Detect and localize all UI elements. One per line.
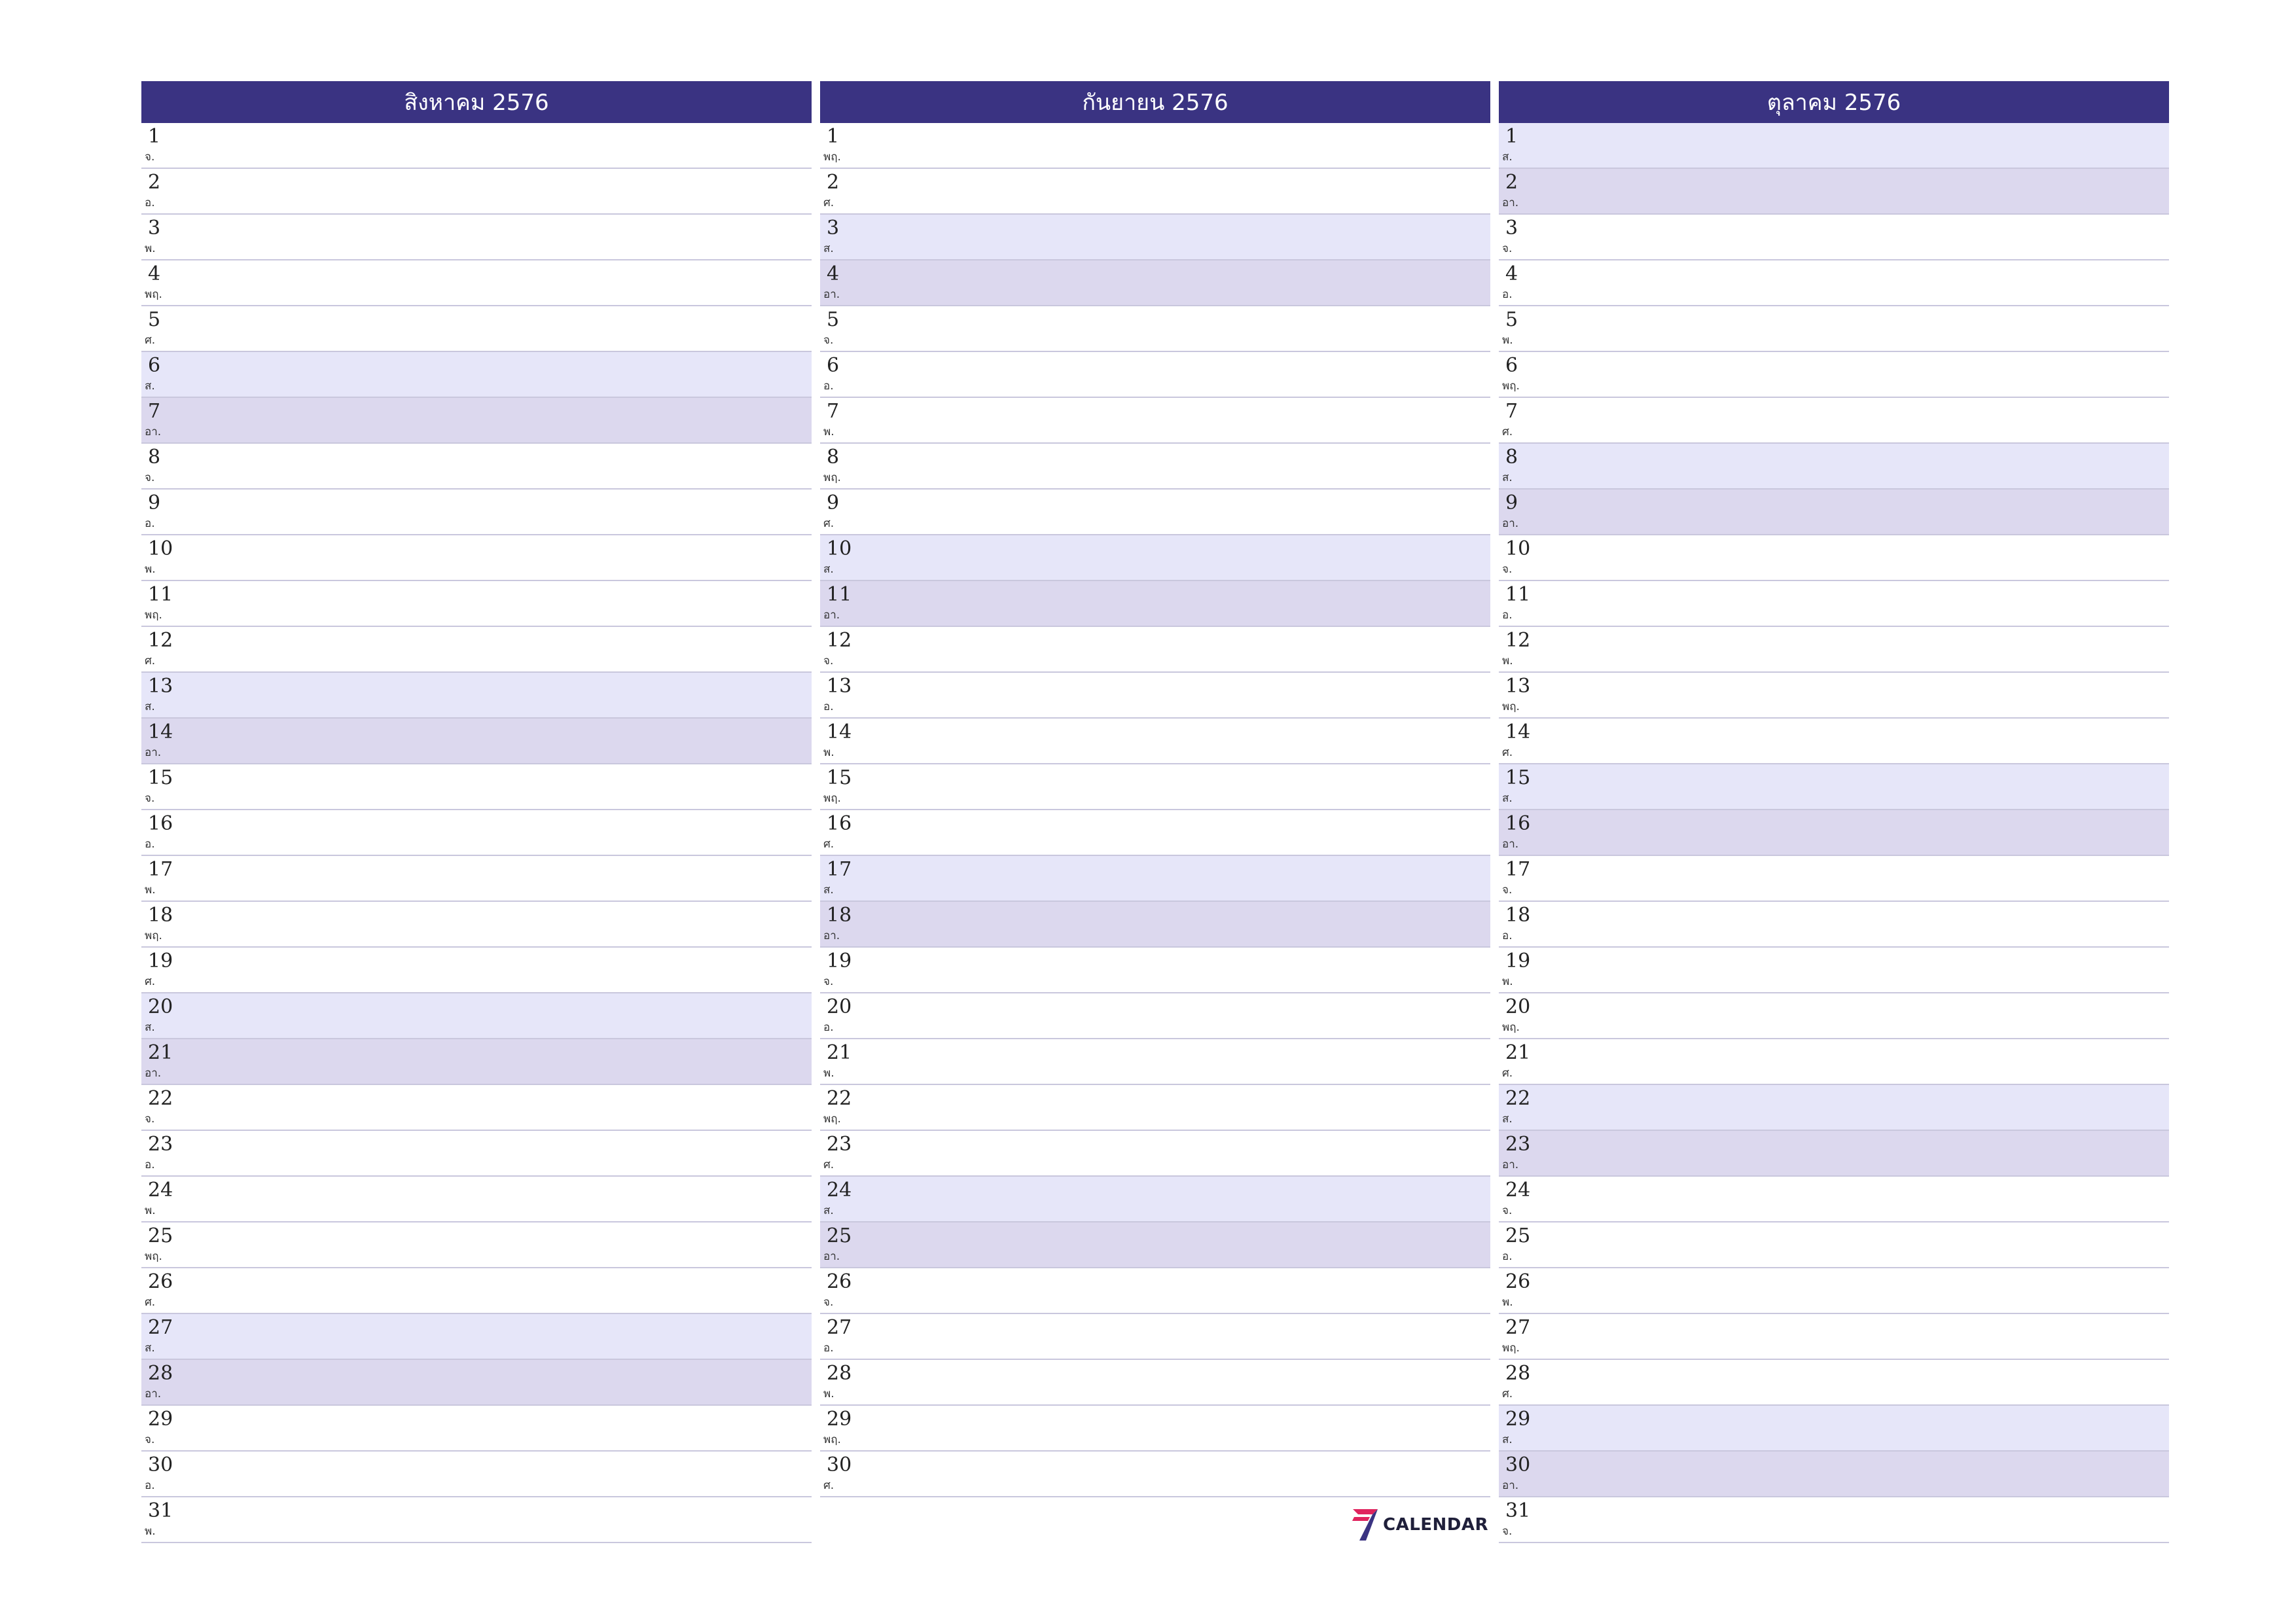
day-number: 4: [1505, 262, 1518, 285]
day-number: 30: [827, 1454, 852, 1476]
day-number: 14: [1505, 721, 1531, 743]
day-row: [1499, 856, 2169, 902]
day-number: 27: [827, 1316, 852, 1339]
day-number: 5: [1505, 308, 1518, 331]
day-number: 19: [148, 950, 173, 972]
weekday-label: พฤ.: [823, 151, 841, 164]
day-number: 1: [1505, 125, 1518, 148]
day-number: 27: [1505, 1316, 1531, 1339]
weekday-label: ส.: [1502, 1113, 1513, 1126]
day-row: [1499, 1360, 2169, 1406]
weekday-label: พ.: [823, 1067, 834, 1080]
day-row: [820, 123, 1490, 169]
weekday-label: พ.: [1502, 1296, 1513, 1309]
day-number: 9: [1505, 491, 1518, 514]
day-row: [1499, 1177, 2169, 1222]
day-number: 23: [827, 1133, 852, 1156]
weekday-label: อ.: [823, 1342, 834, 1355]
day-number: 3: [827, 217, 840, 240]
day-number: 10: [148, 537, 173, 560]
day-row: [141, 352, 812, 398]
weekday-label: ส.: [1502, 1433, 1513, 1446]
day-number: 10: [827, 537, 852, 560]
weekday-label: พ.: [145, 1204, 156, 1217]
day-row: [1499, 535, 2169, 581]
day-number: 4: [148, 262, 161, 285]
weekday-label: จ.: [823, 975, 834, 988]
day-list: [141, 123, 812, 1543]
day-number: 29: [827, 1408, 852, 1431]
day-number: 25: [148, 1224, 173, 1247]
day-row: [820, 169, 1490, 215]
day-row: [141, 1268, 812, 1314]
day-row: [1499, 352, 2169, 398]
weekday-label: อ.: [823, 1021, 834, 1034]
day-row: [820, 1177, 1490, 1222]
weekday-label: ศ.: [823, 1479, 834, 1492]
logo-text: CALENDAR: [1383, 1515, 1489, 1535]
day-row: [141, 856, 812, 902]
day-row: [141, 1406, 812, 1452]
weekday-label: อา.: [1502, 1479, 1519, 1492]
day-row: [820, 1085, 1490, 1131]
day-number: 20: [148, 995, 173, 1018]
day-row: [1499, 810, 2169, 856]
weekday-label: จ.: [1502, 563, 1513, 576]
day-number: 25: [1505, 1224, 1531, 1247]
day-list: [820, 123, 1490, 1497]
weekday-label: อ.: [1502, 929, 1513, 942]
weekday-label: อา.: [823, 288, 840, 301]
day-row: [141, 123, 812, 169]
day-number: 31: [148, 1499, 173, 1522]
day-number: 1: [827, 125, 840, 148]
weekday-label: ส.: [1502, 471, 1513, 484]
weekday-label: จ.: [823, 654, 834, 668]
day-number: 7: [148, 400, 161, 423]
day-number: 15: [1505, 766, 1531, 789]
day-number: 1: [148, 125, 161, 148]
day-row: [141, 215, 812, 260]
day-number: 21: [1505, 1041, 1531, 1064]
month-title: ตุลาคม 2576: [1499, 81, 2169, 123]
day-number: 8: [827, 446, 840, 469]
weekday-label: พฤ.: [145, 609, 162, 622]
day-number: 12: [148, 629, 173, 652]
weekday-label: อ.: [823, 700, 834, 713]
day-row: [820, 444, 1490, 490]
day-row: [141, 398, 812, 444]
day-row: [141, 1314, 812, 1360]
day-row: [141, 627, 812, 673]
weekday-label: อา.: [145, 1387, 162, 1400]
day-row: [1499, 123, 2169, 169]
day-number: 24: [827, 1179, 852, 1202]
weekday-label: พฤ.: [1502, 1021, 1520, 1034]
day-row: [820, 260, 1490, 306]
weekday-label: ศ.: [1502, 425, 1513, 438]
day-number: 5: [827, 308, 840, 331]
day-number: 17: [1505, 858, 1531, 881]
day-row: [820, 215, 1490, 260]
weekday-label: จ.: [145, 151, 155, 164]
day-row: [141, 535, 812, 581]
day-number: 9: [148, 491, 161, 514]
day-number: 18: [1505, 904, 1531, 927]
weekday-label: อา.: [145, 746, 162, 759]
weekday-label: ศ.: [823, 838, 834, 851]
day-row: [1499, 1452, 2169, 1497]
weekday-label: พฤ.: [823, 1113, 841, 1126]
day-row: [141, 673, 812, 719]
day-number: 31: [1505, 1499, 1531, 1522]
day-row: [1499, 764, 2169, 810]
day-row: [820, 306, 1490, 352]
day-row: [141, 1452, 812, 1497]
weekday-label: พฤ.: [823, 792, 841, 805]
day-number: 10: [1505, 537, 1531, 560]
day-number: 23: [148, 1133, 173, 1156]
weekday-label: ศ.: [145, 654, 156, 668]
weekday-label: อ.: [145, 838, 155, 851]
day-number: 18: [827, 904, 852, 927]
weekday-label: อ.: [1502, 288, 1513, 301]
day-number: 8: [148, 446, 161, 469]
day-number: 22: [827, 1087, 852, 1110]
day-number: 3: [148, 217, 161, 240]
day-number: 28: [148, 1362, 173, 1385]
day-number: 9: [827, 491, 840, 514]
weekday-label: ส.: [145, 700, 155, 713]
day-row: [820, 490, 1490, 535]
seven-logo-icon: [1350, 1507, 1380, 1543]
day-row: [141, 306, 812, 352]
month-column-september: [820, 81, 1490, 1497]
day-number: 25: [827, 1224, 852, 1247]
day-row: [1499, 993, 2169, 1039]
weekday-label: อ.: [1502, 609, 1513, 622]
weekday-label: อ.: [1502, 1250, 1513, 1263]
weekday-label: จ.: [145, 1113, 155, 1126]
day-row: [1499, 948, 2169, 993]
day-number: 28: [1505, 1362, 1531, 1385]
day-number: 13: [1505, 675, 1531, 698]
weekday-label: พฤ.: [1502, 700, 1520, 713]
weekday-label: ศ.: [1502, 1067, 1513, 1080]
day-row: [820, 856, 1490, 902]
weekday-label: พ.: [145, 883, 156, 897]
weekday-label: พ.: [823, 425, 834, 438]
weekday-label: ศ.: [1502, 746, 1513, 759]
weekday-label: ศ.: [1502, 1387, 1513, 1400]
day-number: 16: [827, 812, 852, 835]
day-number: 23: [1505, 1133, 1531, 1156]
day-number: 2: [148, 171, 161, 194]
day-row: [141, 993, 812, 1039]
weekday-label: จ.: [145, 1433, 155, 1446]
weekday-label: พ.: [823, 746, 834, 759]
day-number: 26: [148, 1270, 173, 1293]
day-number: 27: [148, 1316, 173, 1339]
day-number: 6: [827, 354, 840, 377]
weekday-label: ศ.: [145, 975, 156, 988]
weekday-label: ศ.: [145, 1296, 156, 1309]
weekday-label: พฤ.: [145, 288, 162, 301]
weekday-label: ศ.: [823, 196, 834, 209]
weekday-label: อ.: [145, 1158, 155, 1171]
weekday-label: อา.: [823, 609, 840, 622]
weekday-label: จ.: [145, 471, 155, 484]
month-title: สิงหาคม 2576: [141, 81, 812, 123]
day-number: 2: [1505, 171, 1518, 194]
day-number: 11: [1505, 583, 1531, 606]
day-number: 17: [148, 858, 173, 881]
day-number: 30: [148, 1454, 173, 1476]
day-row: [1499, 1406, 2169, 1452]
brand-logo: [1350, 1507, 1488, 1543]
day-row: [1499, 1314, 2169, 1360]
day-row: [1499, 169, 2169, 215]
weekday-label: จ.: [1502, 1525, 1513, 1538]
weekday-label: พฤ.: [1502, 380, 1520, 393]
day-number: 4: [827, 262, 840, 285]
day-number: 15: [827, 766, 852, 789]
weekday-label: อ.: [145, 517, 155, 530]
weekday-label: จ.: [1502, 883, 1513, 897]
day-number: 13: [148, 675, 173, 698]
day-number: 22: [148, 1087, 173, 1110]
weekday-label: อา.: [823, 1250, 840, 1263]
day-number: 22: [1505, 1087, 1531, 1110]
month-column-august: [141, 81, 812, 1543]
weekday-label: ส.: [823, 883, 834, 897]
day-number: 21: [827, 1041, 852, 1064]
day-row: [820, 535, 1490, 581]
day-row: [820, 1360, 1490, 1406]
weekday-label: อ.: [145, 196, 155, 209]
weekday-label: พ.: [823, 1387, 834, 1400]
weekday-label: จ.: [823, 1296, 834, 1309]
day-number: 13: [827, 675, 852, 698]
day-row: [820, 1406, 1490, 1452]
weekday-label: อา.: [1502, 838, 1519, 851]
day-row: [141, 902, 812, 948]
day-row: [820, 352, 1490, 398]
day-row: [820, 902, 1490, 948]
day-number: 16: [148, 812, 173, 835]
day-row: [141, 490, 812, 535]
day-row: [1499, 490, 2169, 535]
weekday-label: ส.: [145, 1342, 155, 1355]
day-row: [1499, 1085, 2169, 1131]
day-row: [141, 1222, 812, 1268]
weekday-label: อ.: [823, 380, 834, 393]
weekday-label: ศ.: [145, 334, 156, 347]
day-row: [820, 1314, 1490, 1360]
day-row: [820, 1268, 1490, 1314]
weekday-label: ส.: [1502, 792, 1513, 805]
weekday-label: พ.: [1502, 654, 1513, 668]
weekday-label: พ.: [1502, 334, 1513, 347]
day-number: 17: [827, 858, 852, 881]
day-row: [1499, 215, 2169, 260]
day-row: [820, 398, 1490, 444]
day-row: [1499, 1497, 2169, 1543]
day-number: 26: [1505, 1270, 1531, 1293]
day-row: [820, 1039, 1490, 1085]
day-row: [1499, 398, 2169, 444]
weekday-label: อา.: [1502, 1158, 1519, 1171]
weekday-label: พฤ.: [823, 1433, 841, 1446]
weekday-label: ศ.: [823, 517, 834, 530]
weekday-label: ศ.: [823, 1158, 834, 1171]
weekday-label: พฤ.: [823, 471, 841, 484]
day-list: [1499, 123, 2169, 1543]
day-number: 30: [1505, 1454, 1531, 1476]
day-row: [820, 627, 1490, 673]
day-number: 6: [1505, 354, 1518, 377]
day-row: [1499, 719, 2169, 764]
day-row: [1499, 902, 2169, 948]
day-number: 7: [827, 400, 840, 423]
day-row: [141, 1085, 812, 1131]
weekday-label: พฤ.: [145, 929, 162, 942]
day-row: [1499, 673, 2169, 719]
day-row: [141, 1360, 812, 1406]
weekday-label: จ.: [1502, 1204, 1513, 1217]
weekday-label: ส.: [1502, 151, 1513, 164]
day-row: [820, 948, 1490, 993]
day-row: [141, 444, 812, 490]
day-row: [141, 1177, 812, 1222]
day-number: 6: [148, 354, 161, 377]
day-number: 18: [148, 904, 173, 927]
day-row: [820, 581, 1490, 627]
weekday-label: พฤ.: [145, 1250, 162, 1263]
day-row: [141, 1039, 812, 1085]
day-number: 20: [1505, 995, 1531, 1018]
weekday-label: อ.: [145, 1479, 155, 1492]
day-number: 5: [148, 308, 161, 331]
month-title: กันยายน 2576: [820, 81, 1490, 123]
day-row: [141, 719, 812, 764]
day-row: [820, 810, 1490, 856]
day-number: 21: [148, 1041, 173, 1064]
day-number: 11: [148, 583, 173, 606]
weekday-label: อา.: [145, 425, 162, 438]
day-number: 20: [827, 995, 852, 1018]
day-number: 8: [1505, 446, 1518, 469]
weekday-label: พ.: [1502, 975, 1513, 988]
day-number: 29: [148, 1408, 173, 1431]
weekday-label: อา.: [1502, 517, 1519, 530]
day-number: 7: [1505, 400, 1518, 423]
day-row: [1499, 306, 2169, 352]
day-number: 12: [827, 629, 852, 652]
weekday-label: พฤ.: [1502, 1342, 1520, 1355]
day-row: [141, 169, 812, 215]
day-row: [820, 1131, 1490, 1177]
day-number: 24: [148, 1179, 173, 1202]
weekday-label: ส.: [145, 380, 155, 393]
day-number: 11: [827, 583, 852, 606]
day-number: 19: [1505, 950, 1531, 972]
weekday-label: จ.: [1502, 242, 1513, 255]
day-row: [141, 764, 812, 810]
day-row: [141, 948, 812, 993]
day-row: [141, 1131, 812, 1177]
day-row: [141, 810, 812, 856]
day-number: 14: [148, 721, 173, 743]
day-row: [1499, 581, 2169, 627]
weekday-label: พ.: [145, 1525, 156, 1538]
weekday-label: อา.: [145, 1067, 162, 1080]
day-number: 19: [827, 950, 852, 972]
day-row: [820, 1452, 1490, 1497]
weekday-label: ส.: [823, 1204, 834, 1217]
day-row: [1499, 627, 2169, 673]
weekday-label: ส.: [823, 242, 834, 255]
day-row: [141, 260, 812, 306]
weekday-label: พ.: [145, 242, 156, 255]
weekday-label: ส.: [145, 1021, 155, 1034]
day-number: 15: [148, 766, 173, 789]
day-row: [1499, 260, 2169, 306]
day-row: [1499, 1039, 2169, 1085]
day-number: 26: [827, 1270, 852, 1293]
day-row: [141, 581, 812, 627]
day-row: [820, 673, 1490, 719]
day-number: 28: [827, 1362, 852, 1385]
day-number: 12: [1505, 629, 1531, 652]
day-number: 3: [1505, 217, 1518, 240]
day-row: [1499, 1222, 2169, 1268]
weekday-label: อา.: [1502, 196, 1519, 209]
day-number: 2: [827, 171, 840, 194]
day-number: 16: [1505, 812, 1531, 835]
weekday-label: จ.: [145, 792, 155, 805]
weekday-label: ส.: [823, 563, 834, 576]
weekday-label: พ.: [145, 563, 156, 576]
day-row: [1499, 1268, 2169, 1314]
day-row: [820, 993, 1490, 1039]
day-row: [141, 1497, 812, 1543]
day-row: [1499, 444, 2169, 490]
day-row: [820, 764, 1490, 810]
day-number: 29: [1505, 1408, 1531, 1431]
day-row: [1499, 1131, 2169, 1177]
weekday-label: อา.: [823, 929, 840, 942]
weekday-label: จ.: [823, 334, 834, 347]
month-column-october: [1499, 81, 2169, 1543]
day-row: [820, 1222, 1490, 1268]
day-number: 14: [827, 721, 852, 743]
day-row: [820, 719, 1490, 764]
day-number: 24: [1505, 1179, 1531, 1202]
